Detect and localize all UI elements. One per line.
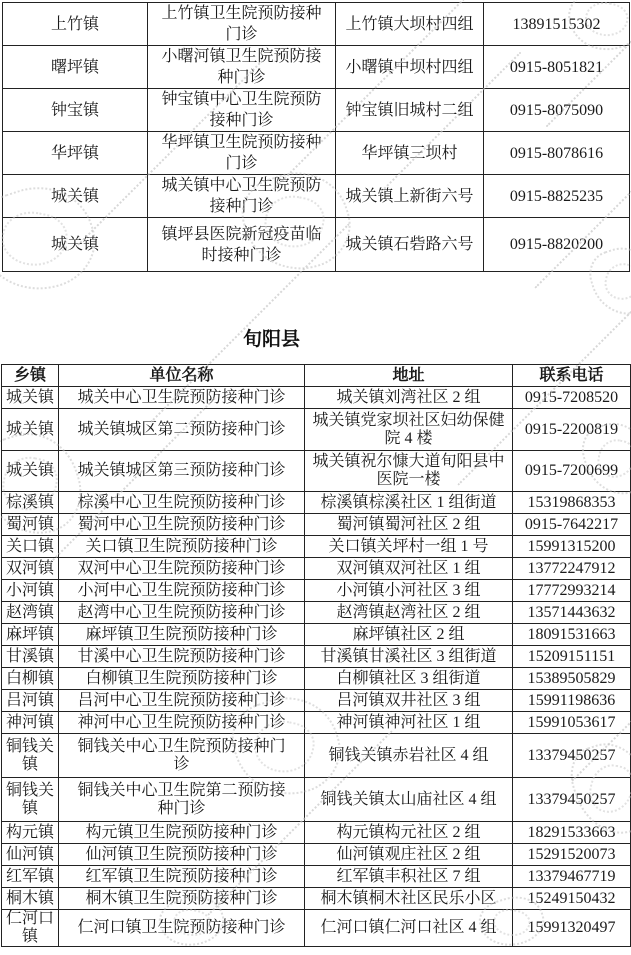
cell-town: 钟宝镇 [3,89,148,132]
cell-phone: 15991198636 [513,690,631,712]
table-row [3,132,630,175]
cell-town: 关口镇 [2,536,59,558]
cell-address: 桐木镇桐木社区民乐小区 [305,888,513,910]
cell-unit: 红军镇卫生院预防接种门诊 [59,866,305,888]
cell-phone: 15319868353 [513,492,631,514]
cell-town: 仁河口镇 [2,910,59,947]
cell-town: 铜钱关镇 [2,778,59,822]
table-row [2,668,631,690]
cell-town: 华坪镇 [3,132,148,175]
cell-address: 关口镇关坪村一组 1 号 [305,536,513,558]
cell-unit: 关口镇卫生院预防接种门诊 [59,536,305,558]
cell-phone: 0915-8078616 [484,132,630,175]
cell-unit: 小河中心卫生院预防接种门诊 [59,580,305,602]
cell-town: 仙河镇 [2,844,59,866]
cell-town: 城关镇 [3,175,148,218]
table-row [2,580,631,602]
cell-phone: 0915-8051821 [484,46,630,89]
cell-address: 棕溪镇棕溪社区 1 组街道 [305,492,513,514]
cell-unit: 钟宝镇中心卫生院预防接种门诊 [148,89,336,132]
cell-town: 构元镇 [2,822,59,844]
document-page [0,2,631,945]
cell-phone: 13772247912 [513,558,631,580]
cell-address: 麻坪镇社区 2 组 [305,624,513,646]
cell-unit: 华坪镇卫生院预防接种门诊 [148,132,336,175]
cell-address: 红军镇丰积社区 7 组 [305,866,513,888]
cell-town: 桐木镇 [2,888,59,910]
table-row [2,536,631,558]
table-row [2,910,631,947]
cell-unit: 上竹镇卫生院预防接种门诊 [148,3,336,46]
cell-phone: 18091531663 [513,624,631,646]
cell-town: 白柳镇 [2,668,59,690]
cell-unit: 蜀河中心卫生院预防接种门诊 [59,514,305,536]
cell-unit: 小曙河镇卫生院预防接种门诊 [148,46,336,89]
cell-phone: 13379450257 [513,734,631,778]
col-header-town: 乡镇 [2,365,59,387]
cell-town: 双河镇 [2,558,59,580]
cell-unit: 城关中心卫生院预防接种门诊 [59,387,305,409]
table-row [2,558,631,580]
table-row [2,822,631,844]
cell-unit: 构元镇卫生院预防接种门诊 [59,822,305,844]
col-header-phone: 联系电话 [513,365,631,387]
clinic-table-continued [2,2,630,272]
table-row [3,218,630,272]
cell-town: 红军镇 [2,866,59,888]
table-row [2,451,631,492]
cell-unit: 铜钱关中心卫生院预防接种门诊 [59,734,305,778]
cell-address: 城关镇上新街六号 [336,175,484,218]
table-row [2,602,631,624]
table-row [2,646,631,668]
cell-address: 城关镇祝尔慷大道旬阳县中医院一楼 [305,451,513,492]
cell-phone: 0915-8825235 [484,175,630,218]
cell-phone: 15291520073 [513,844,631,866]
cell-address: 蜀河镇蜀河社区 2 组 [305,514,513,536]
cell-phone: 17772993214 [513,580,631,602]
table-row [3,89,630,132]
table-row [2,514,631,536]
cell-town: 蜀河镇 [2,514,59,536]
table-row [3,3,630,46]
col-header-unit: 单位名称 [59,365,305,387]
col-header-address: 地址 [305,365,513,387]
cell-unit: 赵湾中心卫生院预防接种门诊 [59,602,305,624]
cell-unit: 神河中心卫生院预防接种门诊 [59,712,305,734]
cell-unit: 城关镇中心卫生院预防接种门诊 [148,175,336,218]
cell-phone: 13891515302 [484,3,630,46]
cell-unit: 麻坪镇卫生院预防接种门诊 [59,624,305,646]
cell-town: 铜钱关镇 [2,734,59,778]
cell-unit: 棕溪中心卫生院预防接种门诊 [59,492,305,514]
cell-address: 城关镇刘湾社区 2 组 [305,387,513,409]
cell-phone: 13379467719 [513,866,631,888]
cell-address: 小河镇小河社区 3 组 [305,580,513,602]
table-row [2,624,631,646]
header-row [2,365,631,387]
cell-town: 棕溪镇 [2,492,59,514]
cell-phone: 0915-8820200 [484,218,630,272]
table-row [2,387,631,409]
cell-unit: 铜钱关中心卫生院第二预防接种门诊 [59,778,305,822]
cell-unit: 城关镇城区第二预防接种门诊 [59,409,305,451]
county-title: 旬阳县 [242,329,300,350]
cell-address: 城关镇党家坝社区妇幼保健院 4 楼 [305,409,513,451]
cell-unit: 吕河中心卫生院预防接种门诊 [59,690,305,712]
cell-phone: 15249150432 [513,888,631,910]
cell-town: 赵湾镇 [2,602,59,624]
cell-unit: 双河中心卫生院预防接种门诊 [59,558,305,580]
cell-phone: 13379450257 [513,778,631,822]
cell-unit: 镇坪县医院新冠疫苗临时接种门诊 [148,218,336,272]
cell-address: 甘溪镇甘溪社区 3 组街道 [305,646,513,668]
cell-town: 麻坪镇 [2,624,59,646]
cell-phone: 18291533663 [513,822,631,844]
table-row [2,409,631,451]
cell-phone: 15209151151 [513,646,631,668]
cell-unit: 城关镇城区第三预防接种门诊 [59,451,305,492]
cell-phone: 15991315200 [513,536,631,558]
table-row [2,888,631,910]
cell-unit: 白柳镇卫生院预防接种门诊 [59,668,305,690]
cell-address: 上竹镇大坝村四组 [336,3,484,46]
cell-address: 吕河镇双井社区 3 组 [305,690,513,712]
cell-address: 小曙镇中坝村四组 [336,46,484,89]
cell-address: 铜钱关镇赤岩社区 4 组 [305,734,513,778]
table-row [2,712,631,734]
cell-address: 铜钱关镇太山庙社区 4 组 [305,778,513,822]
cell-town: 曙坪镇 [3,46,148,89]
cell-town: 小河镇 [2,580,59,602]
table-body [2,387,631,947]
cell-town: 上竹镇 [3,3,148,46]
cell-phone: 15389505829 [513,668,631,690]
cell-address: 白柳镇社区 3 组街道 [305,668,513,690]
cell-town: 吕河镇 [2,690,59,712]
cell-address: 赵湾镇赵湾社区 2 组 [305,602,513,624]
table-row [2,866,631,888]
cell-unit: 仙河镇卫生院预防接种门诊 [59,844,305,866]
cell-town: 甘溪镇 [2,646,59,668]
table-row [3,46,630,89]
cell-phone: 13571443632 [513,602,631,624]
cell-town: 城关镇 [2,451,59,492]
cell-unit: 桐木镇卫生院预防接种门诊 [59,888,305,910]
table-row [2,778,631,822]
cell-address: 华坪镇三坝村 [336,132,484,175]
cell-town: 城关镇 [3,218,148,272]
table-row [2,492,631,514]
cell-phone: 0915-7642217 [513,514,631,536]
cell-address: 城关镇石砦路六号 [336,218,484,272]
cell-town: 城关镇 [2,409,59,451]
cell-town: 城关镇 [2,387,59,409]
table-body [3,3,630,272]
cell-town: 神河镇 [2,712,59,734]
cell-address: 双河镇双河社区 1 组 [305,558,513,580]
cell-unit: 甘溪中心卫生院预防接种门诊 [59,646,305,668]
cell-address: 仙河镇观庄社区 2 组 [305,844,513,866]
table-row [3,175,630,218]
cell-phone: 0915-8075090 [484,89,630,132]
cell-address: 钟宝镇旧城村二组 [336,89,484,132]
cell-address: 神河镇神河社区 1 组 [305,712,513,734]
cell-phone: 15991053617 [513,712,631,734]
table-row [2,844,631,866]
cell-address: 仁河口镇仁河口社区 4 组 [305,910,513,947]
table-row [2,734,631,778]
table-row [2,690,631,712]
cell-phone: 15991320497 [513,910,631,947]
cell-address: 构元镇构元社区 2 组 [305,822,513,844]
cell-phone: 0915-7200699 [513,451,631,492]
cell-phone: 0915-7208520 [513,387,631,409]
xunyang-clinic-table [1,364,631,947]
cell-unit: 仁河口镇卫生院预防接种门诊 [59,910,305,947]
cell-phone: 0915-2200819 [513,409,631,451]
